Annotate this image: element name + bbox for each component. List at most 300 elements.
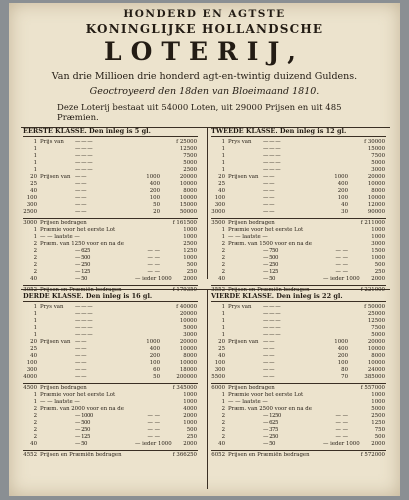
row-count: 2 xyxy=(33,427,37,433)
row-dashes: — 500 xyxy=(263,255,278,261)
row-amount: — ieder 1000 xyxy=(323,276,360,282)
premie-row xyxy=(23,234,198,241)
row-count: 1 xyxy=(33,318,37,324)
row-label: Prijsen van xyxy=(228,174,259,180)
prize-row xyxy=(211,195,386,202)
row-sum: 7500 xyxy=(183,153,197,159)
row-sum: 8000 xyxy=(183,353,197,359)
row-amount: 80 xyxy=(341,367,348,373)
row-sum: 1000 xyxy=(371,392,385,398)
row-count: 4500 xyxy=(23,385,37,391)
row-count: 4000 xyxy=(23,374,37,380)
row-count: 2 xyxy=(221,241,225,247)
grand-label: Prijsen en Præmiën bedragen xyxy=(228,287,310,293)
row-label: Præm. van 1250 voor en na de xyxy=(40,241,124,247)
row-dashes: — 250 xyxy=(75,427,90,433)
row-label: Prys van xyxy=(228,304,252,310)
row-sum: 18000 xyxy=(179,367,197,373)
row-sum: 20000 xyxy=(179,339,197,345)
row-amount: 400 xyxy=(149,181,160,187)
row-amount: 1000 xyxy=(334,339,348,345)
prize-row xyxy=(211,374,386,381)
header-line1: HONDERD EN AGTSTE xyxy=(123,8,286,20)
premie-row xyxy=(23,255,198,262)
row-sum: f 345000 xyxy=(172,385,197,391)
lottery-sheet xyxy=(9,3,400,496)
prize-row xyxy=(211,209,386,216)
row-count: 2 xyxy=(33,420,37,426)
row-dashes: — — xyxy=(75,374,86,380)
grand-count: 3552 xyxy=(211,287,225,293)
klasse-tweede xyxy=(211,128,386,294)
premie-row xyxy=(211,248,386,255)
row-dashes: — — xyxy=(75,195,86,201)
row-count: 2 xyxy=(33,262,37,268)
row-sum: 12500 xyxy=(367,318,385,324)
premie-row xyxy=(23,434,198,441)
row-count: 1 xyxy=(33,392,37,398)
premie-row xyxy=(23,406,198,413)
row-sum: 2000 xyxy=(183,413,197,419)
row-sum: 2500 xyxy=(371,413,385,419)
row-dashes: — — xyxy=(263,181,274,187)
row-amount: — — xyxy=(147,262,160,268)
row-count: 100 xyxy=(26,195,37,201)
row-label: Præm. van 2500 voor en na de xyxy=(228,406,312,412)
row-dashes: — 50 xyxy=(263,441,275,447)
prize-row xyxy=(23,325,198,332)
row-count: 2500 xyxy=(23,209,37,215)
row-label: — — laatste — xyxy=(228,399,268,405)
row-label: Præmie voor het eerste Lot xyxy=(228,227,304,233)
row-count: 25 xyxy=(30,181,37,187)
row-count: 2 xyxy=(221,434,225,440)
row-dashes: — — — xyxy=(263,304,281,310)
prize-row xyxy=(23,181,198,188)
row-sum: 24000 xyxy=(367,367,385,373)
row-sum: 7500 xyxy=(371,325,385,331)
row-sum: 12000 xyxy=(367,202,385,208)
prize-row xyxy=(211,311,386,318)
row-sum: 750 xyxy=(374,427,385,433)
row-sum: 2000 xyxy=(371,441,385,447)
row-count: 2 xyxy=(221,248,225,254)
prize-row xyxy=(23,188,198,195)
row-sum: 5000 xyxy=(371,406,385,412)
row-amount: 60 xyxy=(153,367,160,373)
row-dashes: — 250 xyxy=(263,434,278,440)
row-count: 1 xyxy=(221,311,225,317)
row-amount: — — xyxy=(335,434,348,440)
row-amount: 100 xyxy=(149,360,160,366)
row-sum: 250 xyxy=(186,269,197,275)
premie-row xyxy=(211,392,386,399)
row-amount: 20 xyxy=(153,209,160,215)
prize-row xyxy=(211,353,386,360)
prize-row xyxy=(23,339,198,346)
grand-label: Prijsen en Præmiën bedragen xyxy=(40,287,122,293)
row-dashes: — — — xyxy=(263,139,281,145)
premie-row xyxy=(211,262,386,269)
row-count: 1 xyxy=(33,139,37,145)
row-sum: 20000 xyxy=(367,174,385,180)
row-sum: 5000 xyxy=(183,160,197,166)
row-amount: — — xyxy=(147,255,160,261)
row-dashes: — — — xyxy=(75,167,93,173)
row-sum: 3000 xyxy=(371,167,385,173)
row-sum: 500 xyxy=(374,262,385,268)
row-label: Præmie voor het eerste Lot xyxy=(228,392,304,398)
row-count: 1 xyxy=(221,153,225,159)
premie-row xyxy=(211,406,386,413)
row-dashes: — — xyxy=(263,188,274,194)
prize-row xyxy=(211,202,386,209)
prize-row xyxy=(211,146,386,153)
row-sum: 2500 xyxy=(183,241,197,247)
separator-rule xyxy=(23,383,198,384)
row-sum: 10000 xyxy=(179,346,197,352)
klasse-heading: EERSTE KLASSE. Den inleg is 5 gl. xyxy=(23,128,198,137)
premie-row xyxy=(211,241,386,248)
row-dashes: — — xyxy=(75,346,86,352)
row-sum: 1500 xyxy=(371,248,385,254)
row-sum: 8000 xyxy=(371,353,385,359)
row-count: 1 xyxy=(221,392,225,398)
prize-row xyxy=(211,367,386,374)
row-amount: — — xyxy=(335,420,348,426)
row-dashes: — — — xyxy=(75,139,93,145)
row-dashes: — 375 xyxy=(263,427,278,433)
premie-row xyxy=(211,413,386,420)
row-count: 300 xyxy=(26,202,37,208)
row-amount: 200 xyxy=(337,353,348,359)
row-sum: 5000 xyxy=(183,325,197,331)
row-count: 1 xyxy=(33,167,37,173)
row-dashes: — 500 xyxy=(75,255,90,261)
row-count: 25 xyxy=(30,346,37,352)
row-dashes: — — — xyxy=(75,153,93,159)
row-dashes: — — — xyxy=(263,318,281,324)
row-count: 1 xyxy=(33,153,37,159)
row-sum: 500 xyxy=(374,434,385,440)
prize-row xyxy=(211,139,386,146)
row-count: 2 xyxy=(221,413,225,419)
row-count: 1 xyxy=(33,160,37,166)
row-dashes: — — xyxy=(75,188,86,194)
premie-row xyxy=(23,427,198,434)
row-dashes: — — xyxy=(75,339,86,345)
row-amount: 40 xyxy=(341,202,348,208)
row-dashes: — — — xyxy=(75,146,93,152)
row-dashes: — — — xyxy=(263,167,281,173)
separator-rule xyxy=(23,218,198,219)
grand-sum: f 572000 xyxy=(360,452,385,458)
premie-row xyxy=(211,234,386,241)
row-sum: 1000 xyxy=(183,234,197,240)
row-sum: 3000 xyxy=(183,332,197,338)
intro-line2: Præmien. xyxy=(57,113,99,123)
prize-total-row xyxy=(211,220,386,227)
prize-row xyxy=(23,146,198,153)
grand-label: Prijsen en Præmiën bedragen xyxy=(228,452,310,458)
premie-row xyxy=(23,413,198,420)
row-count: 1 xyxy=(221,139,225,145)
row-count: 1 xyxy=(221,325,225,331)
row-count: 1 xyxy=(33,399,37,405)
row-count: 2 xyxy=(221,420,225,426)
row-dashes: — — xyxy=(75,367,86,373)
row-count: 1 xyxy=(221,146,225,152)
row-amount: 50 xyxy=(153,374,160,380)
row-dashes: — — xyxy=(263,353,274,359)
row-dashes: — 250 xyxy=(263,262,278,268)
prize-row xyxy=(211,339,386,346)
row-label: Præmie voor het eerste Lot xyxy=(40,392,116,398)
prize-row xyxy=(211,167,386,174)
row-count: 100 xyxy=(26,360,37,366)
row-sum: 10000 xyxy=(367,195,385,201)
row-amount: 100 xyxy=(337,360,348,366)
row-sum: 500 xyxy=(186,262,197,268)
klasse-heading: DERDE KLASSE. Den inleg is 16 gl. xyxy=(23,293,198,302)
row-sum: 1000 xyxy=(183,227,197,233)
row-count: 40 xyxy=(30,276,37,282)
klasse-eerste xyxy=(23,128,198,294)
row-dashes: — 50 xyxy=(75,276,87,282)
row-sum: 1000 xyxy=(183,255,197,261)
row-count: 1 xyxy=(33,325,37,331)
row-sum: 20000 xyxy=(179,311,197,317)
row-sum: 10000 xyxy=(367,360,385,366)
grand-sum: f 221000 xyxy=(360,287,385,293)
row-sum: f 211000 xyxy=(360,220,385,226)
row-dashes: — 125 xyxy=(263,269,278,275)
row-sum: f 50000 xyxy=(364,304,385,310)
row-count: 25 xyxy=(218,346,225,352)
klasse-vierde xyxy=(211,293,386,459)
grand-total-row xyxy=(23,452,198,459)
row-dashes: — — — xyxy=(263,160,281,166)
row-sum: 1000 xyxy=(371,227,385,233)
row-count: 20 xyxy=(30,174,37,180)
row-count: 3000 xyxy=(23,220,37,226)
prize-row xyxy=(23,311,198,318)
row-amount: — — xyxy=(147,413,160,419)
grand-label: Prijsen en Præmiën bedragen xyxy=(40,452,122,458)
row-dashes: — — — xyxy=(75,332,93,338)
premie-row xyxy=(23,276,198,283)
row-label: — — laatste — xyxy=(40,234,80,240)
row-sum: 25000 xyxy=(367,311,385,317)
row-sum: 15000 xyxy=(179,202,197,208)
row-count: 40 xyxy=(30,188,37,194)
row-count: 1 xyxy=(221,399,225,405)
row-sum: 500 xyxy=(186,427,197,433)
premie-row xyxy=(211,399,386,406)
row-sum: 250 xyxy=(186,434,197,440)
row-count: 2 xyxy=(221,255,225,261)
row-amount: — — xyxy=(335,262,348,268)
row-sum: f 30000 xyxy=(364,139,385,145)
row-sum: 10000 xyxy=(179,318,197,324)
row-count: 40 xyxy=(218,276,225,282)
separator-rule xyxy=(211,218,386,219)
row-sum: 2000 xyxy=(371,276,385,282)
row-count: 2 xyxy=(33,434,37,440)
row-count: 40 xyxy=(218,353,225,359)
row-dashes: — — xyxy=(263,339,274,345)
prize-row xyxy=(23,202,198,209)
column-divider-bottom xyxy=(207,289,208,489)
row-count: 2 xyxy=(221,262,225,268)
row-dashes: — 1000 xyxy=(75,413,93,419)
premie-row xyxy=(211,276,386,283)
row-label: — — laatste — xyxy=(228,234,268,240)
prize-row xyxy=(211,325,386,332)
grand-count: 4552 xyxy=(23,452,37,458)
column-divider-top xyxy=(207,127,208,279)
row-sum: 12500 xyxy=(179,146,197,152)
row-sum: 5000 xyxy=(371,160,385,166)
row-amount: — — xyxy=(335,269,348,275)
row-amount: — — xyxy=(147,248,160,254)
premie-row xyxy=(23,399,198,406)
row-sum: 10000 xyxy=(179,195,197,201)
prize-total-row xyxy=(211,385,386,392)
row-label: Prys van xyxy=(40,304,64,310)
row-dashes: — — — xyxy=(75,311,93,317)
row-sum: f 40000 xyxy=(176,304,197,310)
row-label: — — laatste — xyxy=(40,399,80,405)
row-amount: 200 xyxy=(149,188,160,194)
prize-total-row xyxy=(23,385,198,392)
row-amount: 1000 xyxy=(334,174,348,180)
row-amount: — — xyxy=(335,255,348,261)
row-sum: 10000 xyxy=(367,346,385,352)
prize-row xyxy=(211,346,386,353)
separator-rule xyxy=(211,383,386,384)
premie-row xyxy=(211,227,386,234)
row-sum: 2000 xyxy=(183,441,197,447)
row-sum: 20000 xyxy=(367,339,385,345)
row-sum: 50000 xyxy=(179,209,197,215)
row-count: 1 xyxy=(33,304,37,310)
premie-row xyxy=(23,441,198,448)
row-dashes: — — — xyxy=(75,318,93,324)
premie-row xyxy=(23,392,198,399)
row-sum: 1250 xyxy=(371,420,385,426)
premie-row xyxy=(211,434,386,441)
row-count: 2 xyxy=(33,248,37,254)
row-amount: — — xyxy=(147,420,160,426)
row-sum: 7500 xyxy=(371,153,385,159)
row-amount: — — xyxy=(335,427,348,433)
premie-row xyxy=(211,427,386,434)
row-dashes: — — — xyxy=(263,325,281,331)
row-dashes: — 250 xyxy=(75,262,90,268)
row-count: 1 xyxy=(221,332,225,338)
row-count: 20 xyxy=(218,174,225,180)
prize-row xyxy=(211,153,386,160)
row-dashes: — — xyxy=(263,209,274,215)
row-count: 2 xyxy=(221,427,225,433)
row-count: 1 xyxy=(33,332,37,338)
row-label: Prijsen bedragen xyxy=(228,220,275,226)
row-dashes: — 750 xyxy=(263,248,278,254)
row-amount: — ieder 1000 xyxy=(323,441,360,447)
row-count: 2 xyxy=(221,269,225,275)
row-count: 2 xyxy=(221,406,225,412)
row-dashes: — — xyxy=(75,174,86,180)
row-count: 2 xyxy=(33,406,37,412)
row-dashes: — — xyxy=(75,181,86,187)
row-count: 1 xyxy=(221,304,225,310)
row-count: 3000 xyxy=(211,209,225,215)
row-dashes: — 625 xyxy=(75,248,90,254)
row-sum: 2500 xyxy=(183,167,197,173)
row-sum: 10000 xyxy=(179,360,197,366)
row-sum: 1000 xyxy=(371,399,385,405)
row-dashes: — — — xyxy=(263,332,281,338)
row-sum: 90000 xyxy=(367,209,385,215)
row-label: Præm. van 1500 voor en na de xyxy=(228,241,312,247)
row-dashes: — — — xyxy=(75,160,93,166)
row-count: 1 xyxy=(33,146,37,152)
row-count: 300 xyxy=(214,202,225,208)
row-dashes: — — xyxy=(75,353,86,359)
row-amount: — — xyxy=(147,427,160,433)
row-amount: 200 xyxy=(337,188,348,194)
separator-rule xyxy=(211,450,386,451)
row-dashes: — — — xyxy=(263,153,281,159)
prize-row xyxy=(211,160,386,167)
row-count: 5500 xyxy=(211,374,225,380)
grand-total-row xyxy=(211,452,386,459)
intro-line1: Deze Loterij bestaat uit 54000 Loten, uit 29000 Prijsen en uit 485 xyxy=(57,103,342,113)
row-amount: 400 xyxy=(337,346,348,352)
row-dashes: — — — xyxy=(75,304,93,310)
header-title: LOTERIJ, xyxy=(103,37,305,66)
prize-row xyxy=(23,153,198,160)
row-sum: 1000 xyxy=(371,255,385,261)
row-sum: 2000 xyxy=(183,276,197,282)
row-amount: 50 xyxy=(153,202,160,208)
row-amount: — — xyxy=(335,413,348,419)
premie-row xyxy=(23,420,198,427)
row-label: Prijsen van xyxy=(40,339,71,345)
intro-text xyxy=(57,103,390,123)
row-sum: f 161500 xyxy=(172,220,197,226)
premie-row xyxy=(211,420,386,427)
row-sum: 250 xyxy=(374,269,385,275)
grand-count: 6052 xyxy=(211,452,225,458)
prize-row xyxy=(23,304,198,311)
row-label: Prijsen van xyxy=(40,174,71,180)
row-count: 2 xyxy=(33,269,37,275)
row-count: 25 xyxy=(218,181,225,187)
row-count: 2 xyxy=(33,413,37,419)
klasse-heading: VIERDE KLASSE. Den inleg is 22 gl. xyxy=(211,293,386,302)
row-amount: 400 xyxy=(149,346,160,352)
row-label: Prys van xyxy=(228,139,252,145)
row-label: Præmie voor het eerste Lot xyxy=(40,227,116,233)
row-sum: 8000 xyxy=(183,188,197,194)
row-dashes: — — xyxy=(75,202,86,208)
row-sum: 200000 xyxy=(176,374,197,380)
grand-count: 3052 xyxy=(23,287,37,293)
row-dashes: — 500 xyxy=(75,420,90,426)
prize-row xyxy=(23,139,198,146)
